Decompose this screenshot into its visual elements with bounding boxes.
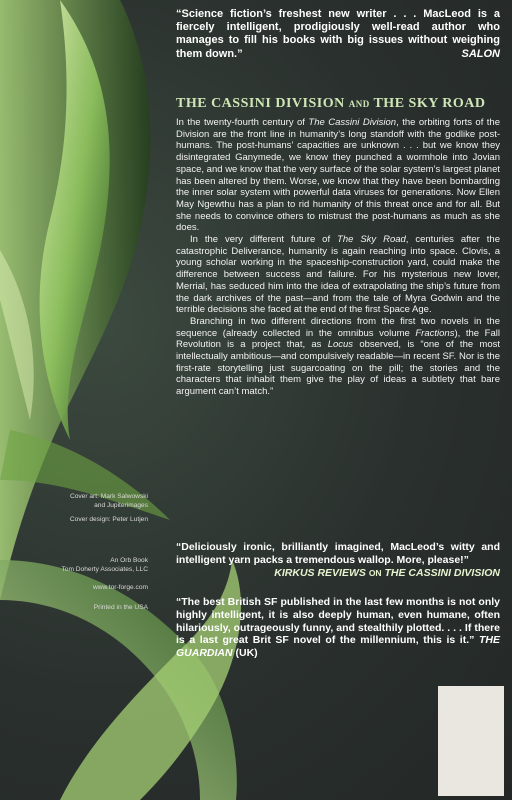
p2-text-a: In the very different future of — [190, 234, 338, 246]
top-review-quote — [176, 8, 500, 61]
cover-art-credit-line-2: and Jupiterimages — [94, 502, 148, 509]
guardian-review-quote — [176, 596, 500, 660]
cover-art-credit — [18, 492, 148, 510]
book-description — [176, 117, 500, 398]
kirkus-quote-text: “Deliciously ironic, brilliantly imagined, MacLeod’s witty and intelligent yarn packs a tremendous wallop. More, please!” — [176, 541, 500, 566]
publisher-imprint: An Orb Book — [110, 557, 148, 564]
p3-text-a: Branching in two different directions from the first two novels in the sequence (already collected in the omnibus volume — [176, 315, 500, 339]
guardian-quote-country: (UK) — [235, 647, 258, 660]
title-sky-road: THE SKY ROAD — [373, 96, 486, 111]
p1-text-a: In the twenty-fourth century of — [176, 117, 309, 128]
description-paragraph-2 — [176, 234, 500, 316]
description-paragraph-1 — [176, 117, 500, 234]
barcode-area — [438, 686, 504, 796]
p3-book-title: Fractions — [415, 327, 455, 339]
guardian-quote-source: THE GUARDIAN — [176, 634, 500, 660]
p3-magazine-title: Locus — [327, 339, 354, 351]
printed-in-label: Printed in the USA — [93, 604, 148, 611]
p1-text-b: , the orbiting forts of the Division are the front line in humanity’s long standoff with the godlike post-humans. The post-humans’ capacities are unknown . . . but we know they disintegrated Ganymede, we know they punched a wormhole into Jovian space, and we know that the very surface of the solar system’s largest planet has been altered by them. Worse, we know that they have been bombarding the inner solar system with powerful data viruses for generations. Now Ellen May Ngewthu has a plan to rid humanity of this threat once and for all. But she needs to convince others to mistrust the post-humans as much as she does. — [176, 117, 500, 234]
p2-book-title: The Sky Road — [337, 234, 406, 246]
title-cassini-division: THE CASSINI DIVISION — [176, 96, 345, 111]
p1-book-title: The Cassini Division — [308, 117, 397, 128]
book-titles-headline — [176, 96, 506, 112]
kirkus-source-title: THE CASSINI DIVISION — [384, 566, 500, 579]
title-and: AND — [348, 99, 370, 109]
kirkus-quote-source — [176, 567, 500, 580]
description-paragraph-3 — [176, 316, 500, 398]
cover-art-credit-line-1: Cover art: Mark Salwowski — [69, 493, 148, 500]
kirkus-source-on: ON — [368, 567, 382, 578]
cover-design-credit: Cover design: Peter Lutjen — [69, 516, 148, 523]
guardian-quote-text: “The best British SF published in the last few months is not only highly intelligent, it is also deeply human, even humane, often hilariously, outrageously funny, and stealthily plotted. . . . If there is a last great Brit SF novel of the millennium, this is it.” — [176, 596, 500, 647]
publisher-credit — [18, 556, 148, 574]
top-quote-text: “Science fiction’s freshest new writer . . . MacLeod is a fiercely intelligent, prodigiously well-read author who manages to fill his books with big issues without weighing them down.” — [176, 8, 500, 60]
kirkus-source-name: KIRKUS REVIEWS — [274, 566, 366, 579]
p3-text-c: observed, is “one of the most intellectually ambitious—and compulsively readable—in recent SF. Nor is the first-rate storytelling just sugarcoating on the pill; the stories and the characters that inhabit them give the play of ideas a subtlety that bare argument can’t match.” — [176, 339, 500, 398]
top-quote-source: SALON — [461, 47, 500, 60]
p3-text-b: ), the Fall Revolution is a project that, as — [176, 327, 500, 351]
publisher-name: Tom Doherty Associates, LLC — [61, 566, 148, 573]
p2-text-b: , centuries after the catastrophic Deliverance, humanity is again reaching into space. Clovis, a young scholar working in the spaceship-construction yard, could make the difference between success and failure. For his mysterious new lover, Merrial, has seduced him into the idea of extrapolating the ship’s future from the dark archives of the past—and from the tale of Myra Godwin and the terrible decisions she faced at the end of the first Space Age. — [176, 234, 500, 316]
kirkus-review-quote — [176, 541, 500, 579]
publisher-website: www.tor-forge.com — [93, 584, 148, 591]
